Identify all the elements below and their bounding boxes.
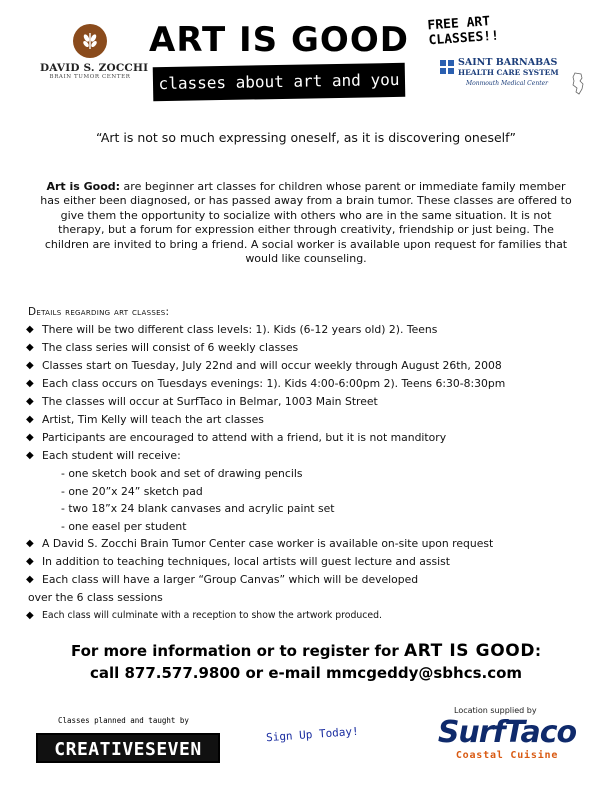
intro-text: are beginner art classes for children whose parent or immediate family member has either been diagnosed, or has passed away from a brain tumor. These classes are offered to give them the opportunity to socialize with others who are in the same situation. It is not therapy, but a forum for expression either through creativity, friendship or just being. The children are invited to bring a friend. A social worker is available upon request for families that would like counseling. [40, 180, 572, 266]
details-heading: Details regarding art classes: [28, 306, 170, 318]
diamond-bullet-icon: ◆ [26, 450, 34, 461]
diamond-bullet-icon: ◆ [26, 414, 34, 425]
free-callout-line1: FREE ART [427, 14, 491, 34]
location-supplied-label: Location supplied by [454, 706, 537, 715]
list-item: ◆ Each student will receive: - one sketch book and set of drawing pencils - one 20”x 24” sketch pad - two 18”x 24 blank canvases and acrylic paint set - one easel per student [26, 447, 586, 535]
list-item: ◆ In addition to teaching techniques, local artists will guest lecture and assist [26, 553, 586, 571]
diamond-bullet-icon: ◆ [26, 396, 34, 407]
contact-brand: ART IS GOOD [403, 641, 536, 661]
contact-line2[interactable]: call 877.577.9800 or e-mail mmcgeddy@sbhcs.com [89, 664, 523, 682]
new-jersey-map-icon [570, 72, 586, 96]
saint-barnabas-subtitle: HEALTH CARE SYSTEM [458, 68, 559, 77]
supply-item: - two 18”x 24 blank canvases and acrylic paint set [61, 502, 335, 515]
laurel-leaf-icon [73, 24, 107, 58]
diamond-bullet-icon: ◆ [26, 610, 34, 621]
supply-item: - one sketch book and set of drawing pencils [61, 467, 303, 480]
page-subtitle-banner: classes about art and you [153, 63, 406, 101]
list-item: ◆ Artist, Tim Kelly will teach the art classes [26, 411, 586, 429]
diamond-bullet-icon: ◆ [26, 324, 34, 335]
page-title: ART IS GOOD [149, 20, 409, 60]
list-item: ◆ Participants are encouraged to attend with a friend, but it is not manditory [26, 429, 586, 447]
surftaco-tagline: Coastal Cuisine [455, 750, 559, 761]
planned-by-label: Classes planned and taught by [58, 716, 189, 725]
list-item: ◆ Classes start on Tuesday, July 22nd and will occur weekly through August 26th, 2008 [26, 357, 586, 375]
list-item: ◆ There will be two different class levels: 1). Kids (6-12 years old) 2). Teens [26, 321, 586, 339]
contact-info [0, 640, 612, 684]
supply-item: - one 20”x 24” sketch pad [61, 484, 203, 498]
diamond-bullet-icon: ◆ [26, 432, 34, 443]
supply-item: - one easel per student [61, 519, 187, 533]
free-callout-line2: CLASSES!! [428, 28, 500, 49]
zocchi-logo-name: DAVID S. ZOCCHI [40, 62, 149, 74]
diamond-bullet-icon: ◆ [26, 556, 34, 567]
creative-seven-logo: CREATIVESEVEN [36, 733, 220, 763]
intro-lead: Art is Good: [46, 180, 121, 193]
list-item: ◆ A David S. Zocchi Brain Tumor Center case worker is available on-site upon request [26, 535, 586, 553]
zocchi-logo [40, 24, 149, 80]
details-list [26, 321, 586, 625]
diamond-bullet-icon: ◆ [26, 342, 34, 353]
list-item: ◆ The classes will occur at SurfTaco in Belmar, 1003 Main Street [26, 393, 586, 411]
intro-paragraph [40, 180, 572, 266]
sign-up-callout: Sign Up Today! [265, 724, 360, 745]
list-item: ◆ The class series will consist of 6 weekly classes [26, 339, 586, 357]
saint-barnabas-name: SAINT BARNABAS [458, 57, 558, 68]
list-item: ◆ Each class will have a larger “Group Canvas” which will be developed over the 6 class sessions [26, 571, 586, 607]
diamond-bullet-icon: ◆ [26, 574, 34, 585]
diamond-bullet-icon: ◆ [26, 360, 34, 371]
diamond-bullet-icon: ◆ [26, 538, 34, 549]
free-classes-callout [427, 14, 499, 49]
quote: “Art is not so much expressing oneself, as it is discovering oneself” [95, 130, 517, 145]
list-item: ◆ Each class occurs on Tuesdays evenings: 1). Kids 4:00-6:00pm 2). Teens 6:30-8:30pm [26, 375, 586, 393]
list-item-continuation: over the 6 class sessions [28, 591, 163, 604]
diamond-bullet-icon: ◆ [26, 378, 34, 389]
supplies-list [42, 465, 586, 535]
list-item: ◆ Each class will culminate with a reception to show the artwork produced. [26, 607, 586, 625]
monmouth-medical-center: Monmouth Medical Center [466, 80, 549, 87]
saint-barnabas-mark-icon [440, 60, 454, 74]
zocchi-logo-subtitle: BRAIN TUMOR CENTER [49, 74, 131, 80]
surftaco-logo: SurfTaco [437, 715, 577, 750]
contact-line1: For more information or to register for ART IS GOOD: [70, 641, 542, 661]
